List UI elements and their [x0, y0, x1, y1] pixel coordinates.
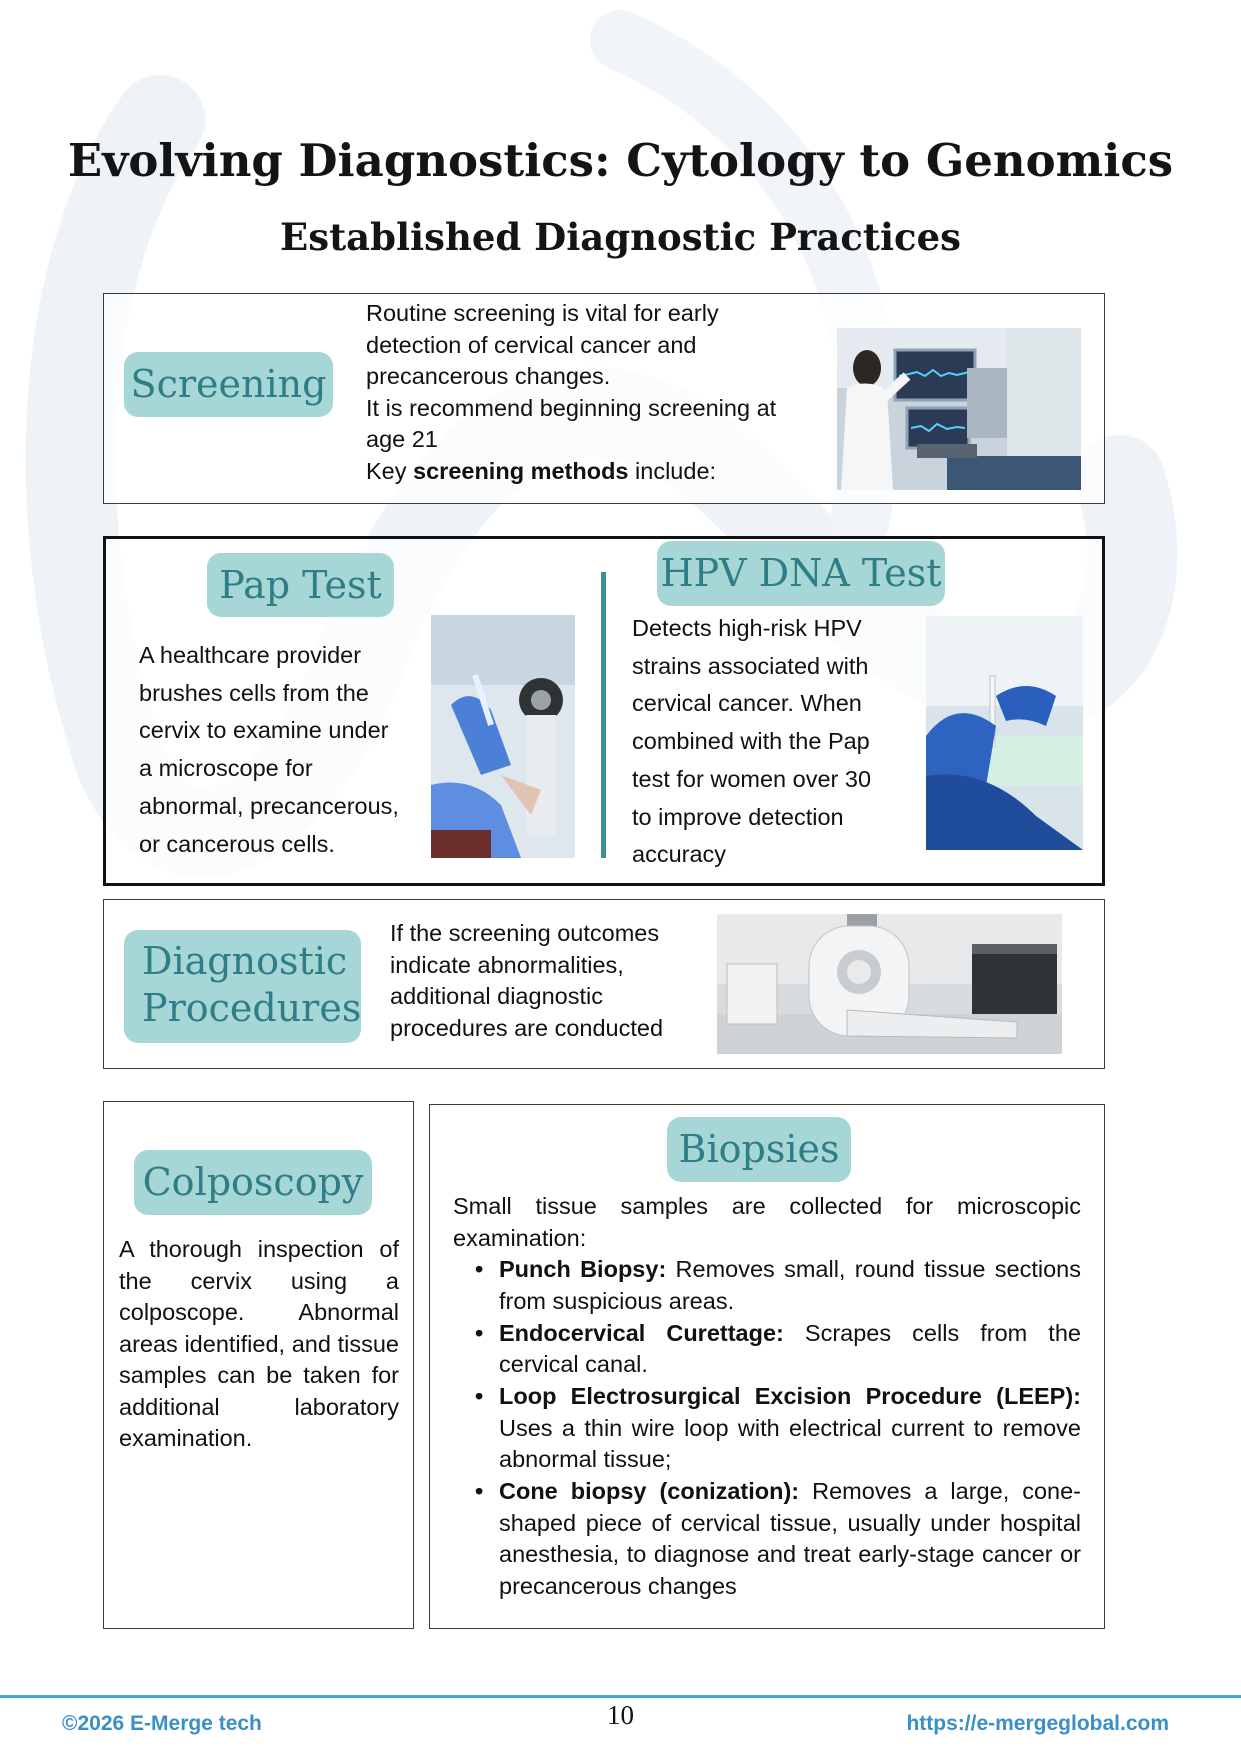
page-subtitle: Established Diagnostic Practices [280, 215, 961, 259]
hpv-line: to improve detection [632, 803, 844, 830]
page-number: 10 [607, 1700, 634, 1730]
hpv-line: accuracy [632, 841, 727, 868]
doctor-monitor-photo [837, 328, 1081, 490]
footer-url-link[interactable]: https://e-mergeglobal.com [906, 1712, 1169, 1735]
list-item: • Loop Electrosurgical Excision Procedure (LEEP): Uses a thin wire loop with electrical current to remove abnormal tissue; [499, 1381, 1081, 1476]
screening-line: precancerous changes. [366, 363, 611, 389]
screening-line: It is recommend beginning screening at [366, 394, 777, 421]
pap-test-text [139, 637, 429, 863]
diagnostic-line: additional diagnostic [390, 983, 603, 1009]
diagnostic-line: indicate abnormalities, [390, 951, 624, 978]
pap-line: A healthcare provider [139, 642, 362, 668]
ct-scanner-photo [717, 914, 1062, 1054]
hpv-line: strains associated with [632, 652, 869, 679]
hpv-dna-test-label: HPV DNA Test [657, 541, 945, 606]
pap-test-label: Pap Test [207, 553, 394, 617]
diagnostic-procedures-text [390, 918, 710, 1044]
hpv-line: Detects high-risk HPV [632, 615, 862, 641]
colposcopy-text: A thorough inspection of the cervix using a colposcope. Abnormal areas identified, and tissue samples can be taken for additional laboratory examination. [119, 1236, 399, 1451]
pap-line: a microscope for [139, 755, 313, 782]
diagnostic-procedures-label: Diagnostic Procedures [124, 930, 361, 1043]
hpv-dna-test-text [632, 610, 922, 874]
hpv-line: cervical cancer. When [632, 690, 862, 717]
pap-line: brushes cells from the [139, 679, 369, 706]
footer-rule [0, 1695, 1241, 1698]
screening-label: Screening [124, 352, 333, 417]
colposcopy-label: Colposcopy [134, 1150, 372, 1215]
screening-text [366, 298, 836, 487]
screening-line: age 21 [366, 426, 438, 452]
screening-line-methods: Key screening methods include: [366, 457, 717, 484]
pap-line: cervix to examine under [139, 717, 389, 744]
biopsies-label: Biopsies [667, 1117, 851, 1182]
hpv-line: test for women over 30 [632, 765, 872, 792]
screening-line: detection of cervical cancer and [366, 331, 697, 358]
diagnostic-line: If the screening outcomes [390, 920, 660, 946]
pap-line: or cancerous cells. [139, 830, 335, 857]
lab-test-tube-photo [926, 616, 1083, 850]
diagnostic-line: procedures are conducted [390, 1014, 664, 1041]
biopsy-list [453, 1254, 1081, 1602]
list-item: • Punch Biopsy: Removes small, round tissue sections from suspicious areas. [499, 1254, 1081, 1317]
section-divider [601, 572, 606, 858]
biopsies-text [453, 1191, 1081, 1603]
pap-line: abnormal, precancerous, [139, 792, 399, 819]
list-item: • Endocervical Curettage: Scrapes cells from the cervical canal. [499, 1318, 1081, 1381]
page-title: Evolving Diagnostics: Cytology to Genomics [67, 134, 1174, 187]
list-item: • Cone biopsy (conization): Removes a large, cone-shaped piece of cervical tissue, usually under hospital anesthesia, to diagnose and treat early-stage cancer or precancerous changes [499, 1476, 1081, 1602]
hpv-line: combined with the Pap [632, 728, 870, 755]
gloved-hands-sample-photo [431, 615, 575, 858]
screening-line: Routine screening is vital for early [366, 300, 719, 326]
biopsies-intro: Small tissue samples are collected for microscopic examination: [453, 1193, 1081, 1251]
footer-copyright: ©2026 E-Merge tech [62, 1712, 262, 1735]
